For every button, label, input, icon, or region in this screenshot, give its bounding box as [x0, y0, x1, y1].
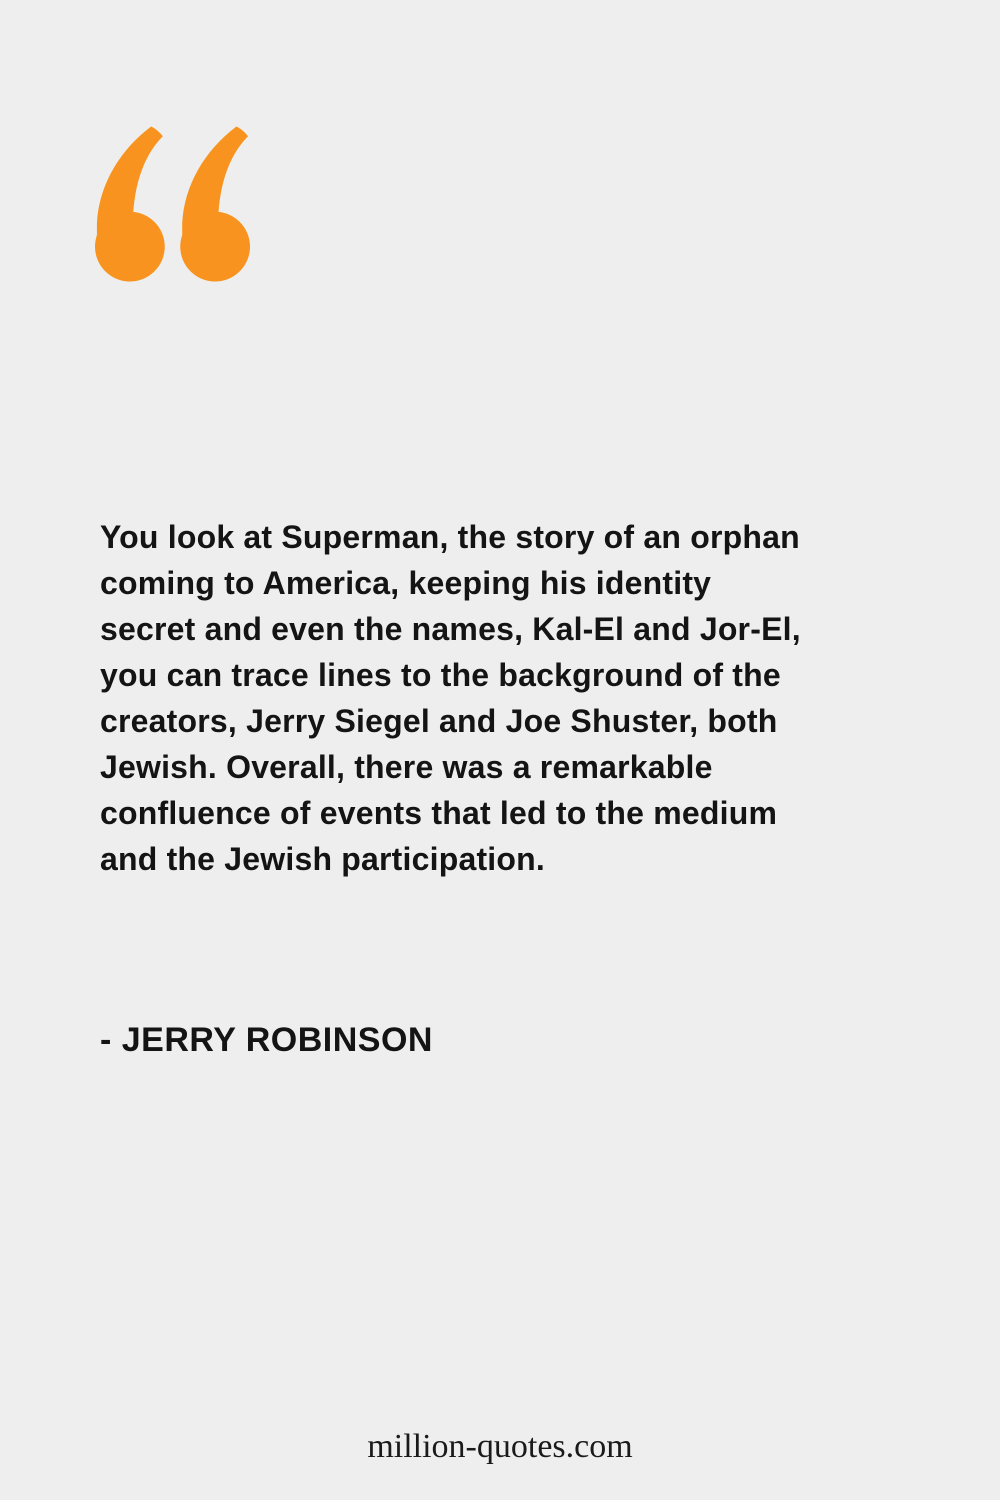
quote-text: You look at Superman, the story of an orphan coming to America, keeping his identity secret and even the names, Kal-El and Jor-El, you can trace lines to the background of the creators, Jerry Siegel and Joe Shuster, both Jewish. Overall, there was a remarkable confluence of events that led to the medium and the Jewish participation. [100, 519, 801, 877]
opening-double-quote-icon [95, 123, 250, 285]
quote-author: - JERRY ROBINSON [100, 1021, 433, 1059]
site-name: million-quotes.com [367, 1428, 633, 1465]
